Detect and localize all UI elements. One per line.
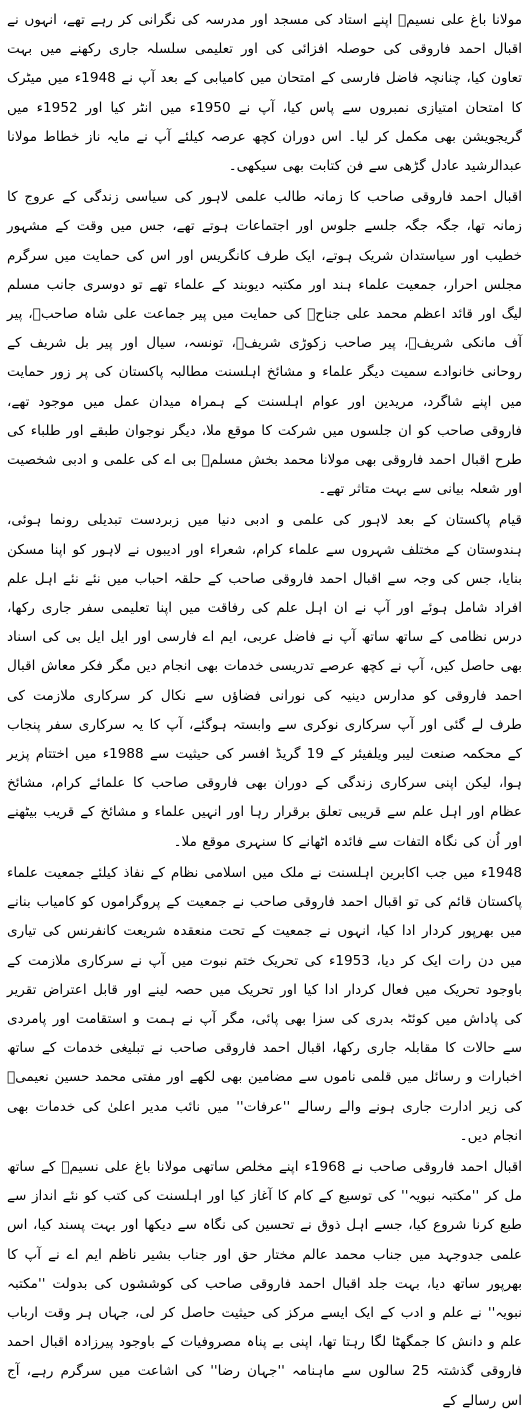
paragraph-5: اقبال احمد فاروقی صاحب نے 1968ء اپنے مخلص ساتھی مولانا باغ علی نسیمؒ کے ساتھ مل کر ''مکتبہ نبویہ'' کی توسیع کے کام کا آغاز کیا اور اہلسنت کی کتب کو نئے انداز سے طبع کرنا شروع کیا، جسے اہل ذوق نے تحسین کی نگاہ سے دیکھا اور بہت پسند کیا، اس علمی جدوجہد میں جناب محمد عالم مختار حق اور جناب بشیر ناظم ایم اے نے آپ کا بھرپور ساتھ دیا، بہت جلد اقبال احمد فاروقی صاحب کی کوششوں کی بدولت ''مکتبہ نبویہ'' نے علم و ادب کے ایک ایسے مرکز کی حیثیت حاصل کر لی، جہاں ہر وقت ارباب علم و دانش کا جمگھٹا لگا رہتا تھا، اپنی بے پناہ مصروفیات کے باوجود پیرزادہ اقبال احمد فاروقی گذشتہ 25 سالوں سے ماہنامہ ''جہان رضا'' کی اشاعت میں سرگرم رہے، آج اس رسالے کے [7,1158,522,1409]
paragraph-3: قیام پاکستان کے بعد لاہور کی علمی و ادبی دنیا میں زبردست تبدیلی رونما ہوئی، ہندوستان کے مختلف شہروں سے علماء کرام، شعراء اور ادیبوں نے لاہور کو اپنا مسکن بنایا، جس کی وجہ سے اقبال احمد فاروقی صاحب کے حلقہ احباب میں نئے نئے اہل علم افراد شامل ہوئے اور آپ نے ان اہل علم کی رفاقت میں اپنا تعلیمی سفر جاری رکھا، درس نظامی کے ساتھ ساتھ آپ نے فاضل عربی، ایم اے فارسی اور ایل ایل بی کی اسناد بھی حاصل کیں، آپ نے کچھ عرصے تدریسی خدمات بھی انجام دیں مگر فکر معاش اقبال احمد فاروقی کو مدارس دینیہ کی نورانی فضاؤں سے نکال کر سرکاری ملازمت کی طرف لے گئی اور آپ سرکاری نوکری سے وابستہ ہوگئے، آپ کا یہ سرکاری سفر پنجاب کے محکمہ صنعت لیبر ویلفیئر کے 19 گریڈ افسر کی حیثیت سے 1988ء میں اختتام پزیر ہوا، لیکن اپنی سرکاری زندگی کے دوران بھی فاروقی صاحب کا علمائے کرام، مشائخ عظام اور اہل علم سے قریبی تعلق برقرار رہا اور انہیں علماء و مشائخ کے قریب بیٹھنے اور اُن کی نگاہ التفات سے فائدہ اٹھانے کا سنہری موقع ملا۔ [7,512,523,850]
paragraph-2: اقبال احمد فاروقی صاحب کا زمانہ طالب علمی لاہور کی سیاسی زندگی کے عروج کا زمانہ تھا، جگہ جگہ جلسے جلوس اور اجتماعات ہوتے تھے، جس میں وقت کے مشہور خطیب اور سیاستدان شریک ہوتے، ایک طرف کانگریس اور اس کی حمایت میں سرگرم مجلس احرار، جمعیت علماء ہند اور مکتبہ دیوبند کے علماء تھے تو دوسری جانب مسلم لیگ اور قائد اعظم محمد علی جناحؒ کی حمایت میں پیر جماعت علی شاہ صاحبؒ، پیر آف مانکی شریفؒ، پیر صاحب زکوڑی شریفؒ، تونسہ، سیال اور پیر بل شریف کے روحانی خانوادے سمیت دیگر علماء و مشائخ اہلسنت مطالبہ پاکستان کی پر زور حمایت میں اپنے شاگرد، مریدین اور عوام اہلسنت کے ہمراہ میدان عمل میں موجود تھے، فاروقی صاحب کو ان جلسوں میں شرکت کا موقع ملا، دیگر نوجوان طبقے اور طلباء کی طرح اقبال احمد فاروقی بھی مولانا محمد بخش مسلمؒ بی اے کی علمی و ادبی شخصیت اور شعلہ بیانی سے بہت متاثر تھے۔ [7,189,522,498]
paragraph-1: مولانا باغ علی نسیمؒ اپنے استاد کی مسجد اور مدرسہ کی نگرانی کر رہے تھے، انہوں نے اقبال احمد فاروقی کی حوصلہ افزائی کی اور تعلیمی سلسلہ جاری رکھنے میں بہت تعاون کیا، چنانچہ فاضل فارسی کے امتحان میں کامیابی کے بعد آپ نے 1948ء میں میٹرک کا امتحان امتیازی نمبروں سے پاس کیا، آپ نے 1950ء میں انٹر کیا اور 1952ء میں گریجویشن بھی مکمل کر لیا۔ اس دوران کچھ عرصہ کیلئے آپ نے مایہ ناز خطاط مولانا عبدالرشید عادل گڑھی سے فن کتابت بھی سیکھی۔ [7,12,523,175]
paragraph-4: 1948ء میں جب اکابرین اہلسنت نے ملک میں اسلامی نظام کے نفاذ کیلئے جمعیت علماء پاکستان قائم کی تو اقبال احمد فاروقی صاحب نے جمعیت کے پروگراموں کو کامیاب بنانے میں بھرپور کردار ادا کیا، انہوں نے جمعیت کے تحت منعقدہ شریعت کانفرنس کی تیاری میں دن رات ایک کر دیا، 1953ء کی تحریک ختم نبوت میں آپ نے سرکاری ملازمت کے باوجود تحریک میں فعال کردار ادا کیا اور تحریک میں حصہ لینے اور قابل اعتراض تقریر کی پاداش میں کوئٹہ بدری کی سزا بھی پائی، مگر آپ نے ہمت و استقامت اور پامردی سے حالات کا مقابلہ جاری رکھا، اقبال احمد فاروقی صاحب نے تبلیغی خدمات کے ساتھ اخبارات و رسائل میں قلمی ناموں سے مضامین بھی لکھے اور مفتی محمد حسین نعیمیؒ کی زیر ادارت جاری ہونے والے رسالے ''عرفات'' میں نائب مدیر اعلیٰ کی خدمات بھی انجام دیں۔ [7,864,522,1144]
